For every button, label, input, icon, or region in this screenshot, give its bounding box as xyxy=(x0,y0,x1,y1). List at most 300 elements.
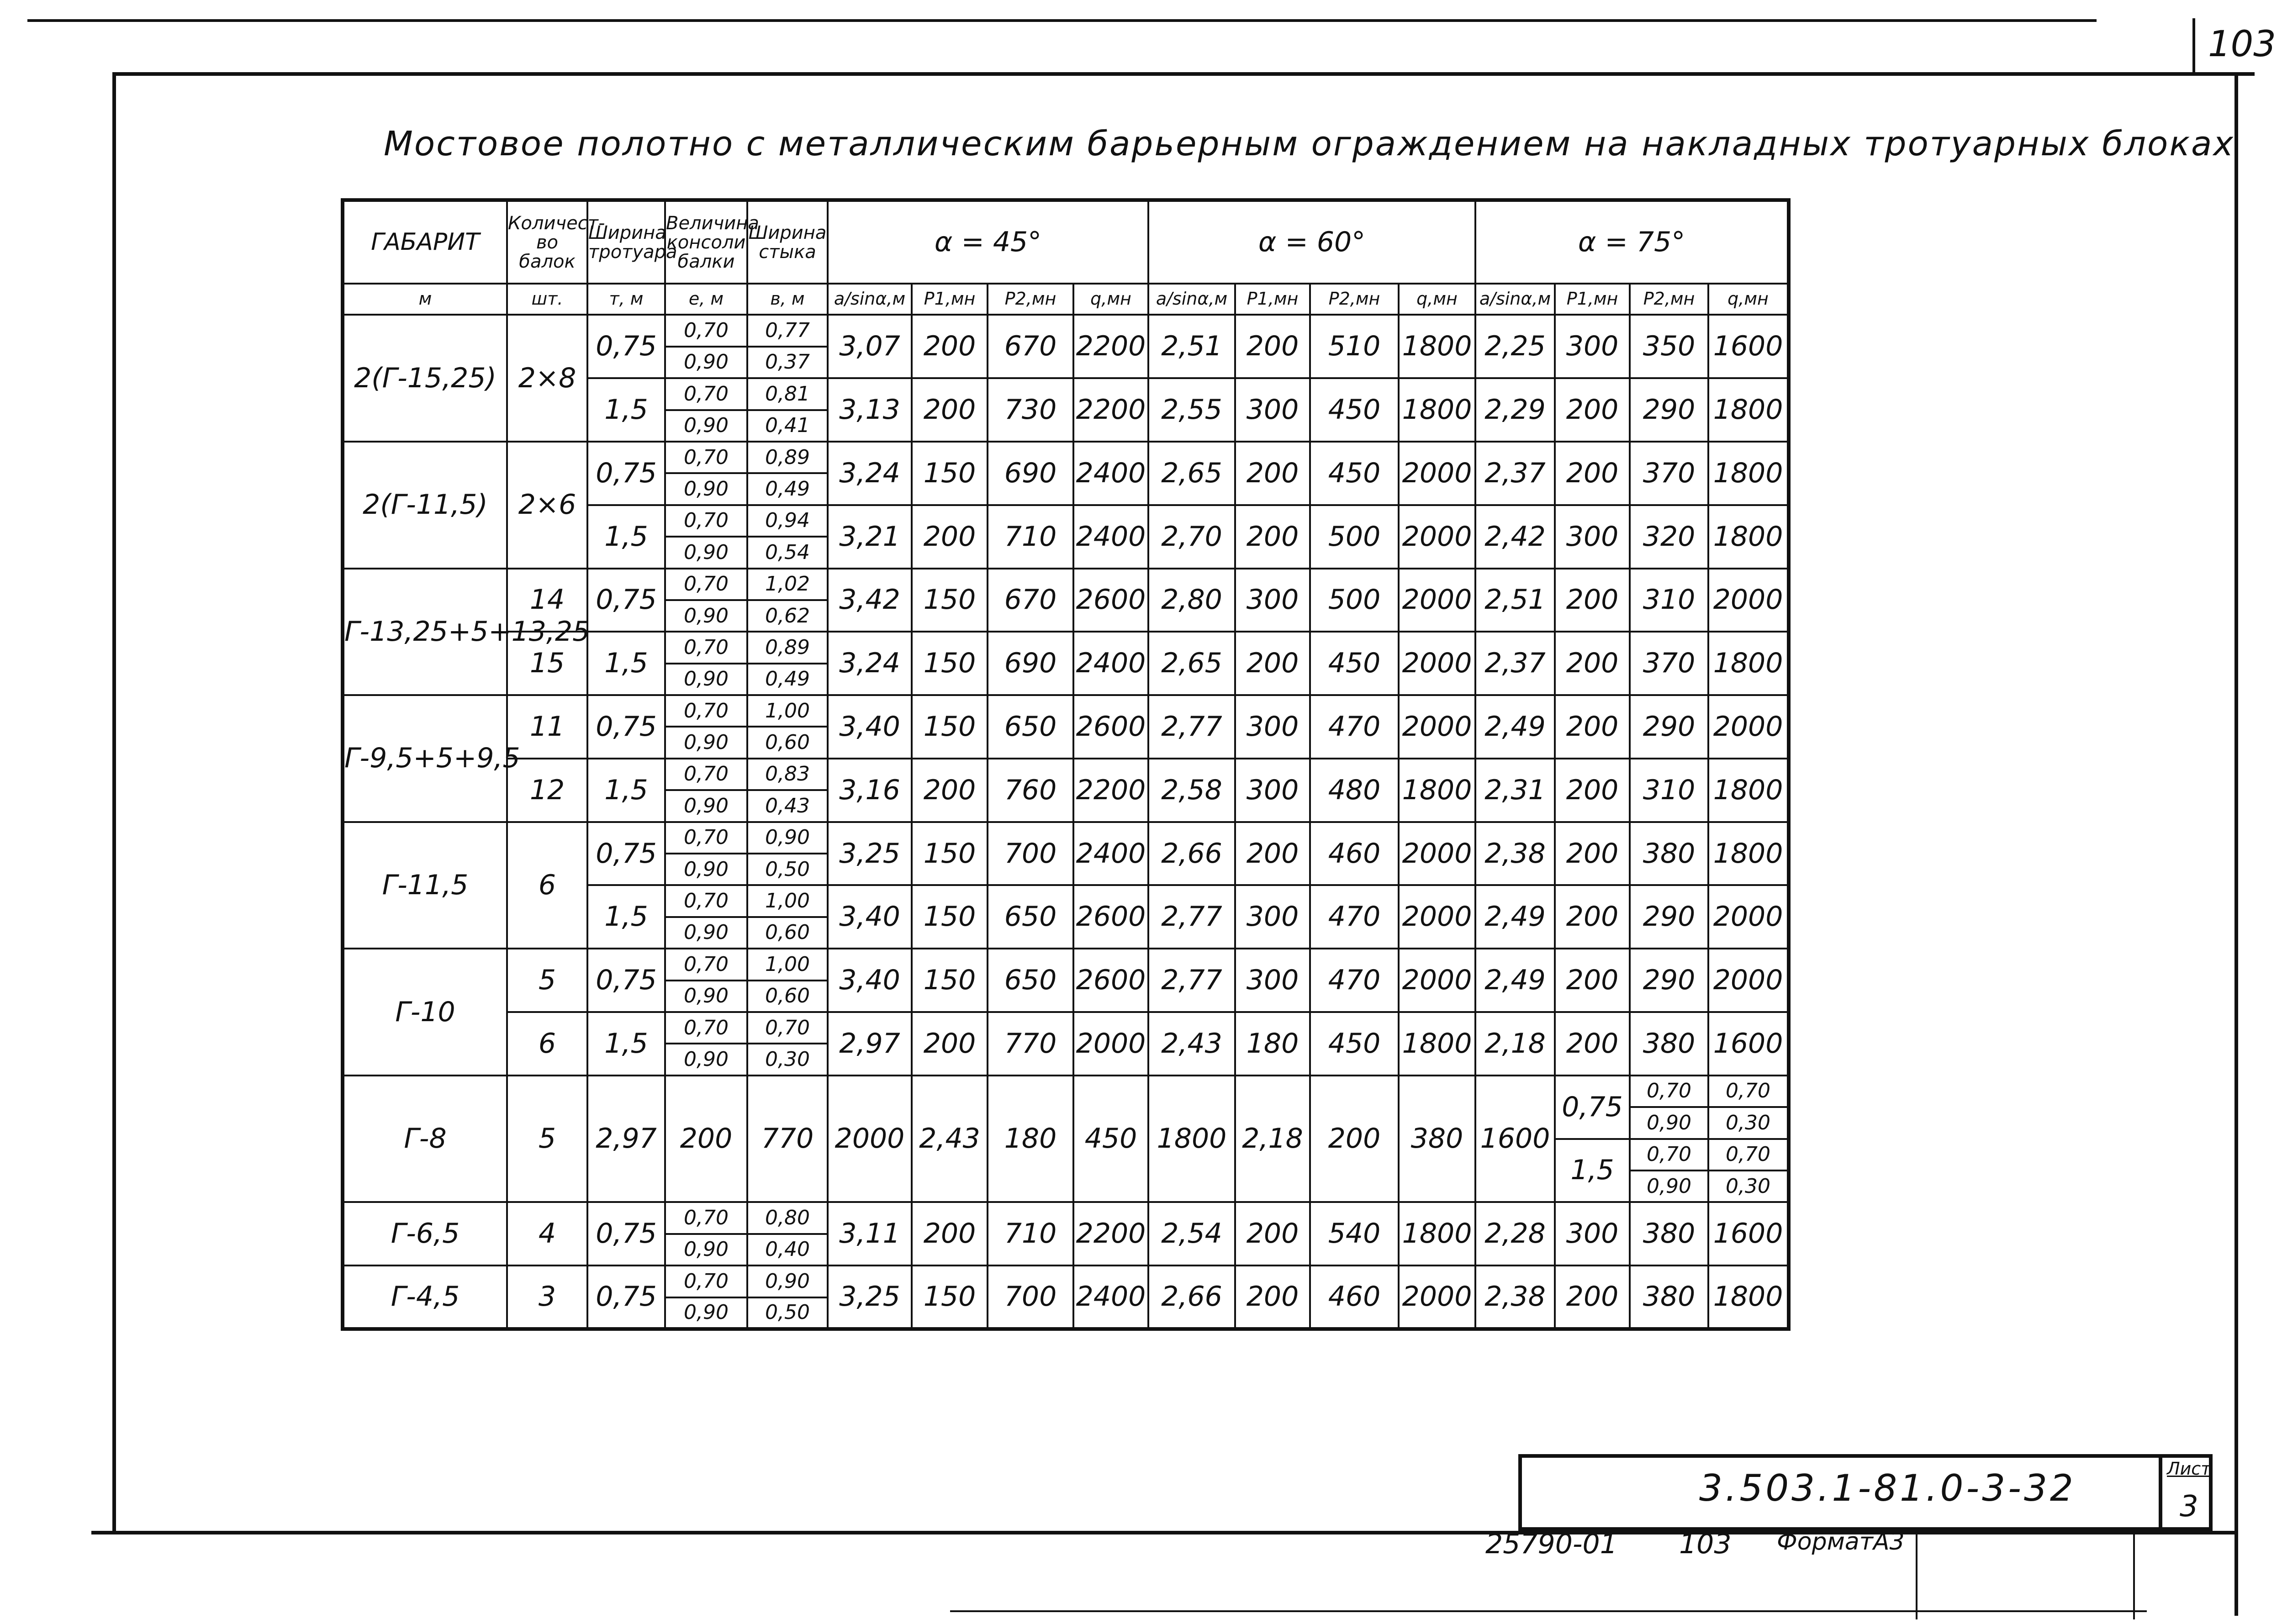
value-cell: 300 xyxy=(1555,315,1630,378)
value-cell: 2,51 xyxy=(1475,569,1555,632)
console-cell: 0,90 xyxy=(665,1297,747,1329)
unit-cell: q,мн xyxy=(1073,284,1148,315)
value-cell: 2,58 xyxy=(1148,759,1235,822)
value-cell: 370 xyxy=(1630,632,1708,695)
gabarit-cell: Г-13,25+5+13,25 xyxy=(343,569,507,696)
console-cell: 0,70 xyxy=(665,759,747,790)
value-cell: 650 xyxy=(988,695,1073,759)
value-cell: 2,18 xyxy=(1475,1012,1555,1076)
value-cell: 1600 xyxy=(1708,1012,1789,1076)
value-cell: 2600 xyxy=(1073,569,1148,632)
console-cell: 0,90 xyxy=(665,917,747,949)
sidewalk-cell: 0,75 xyxy=(587,695,665,759)
value-cell: 2,65 xyxy=(1148,632,1235,695)
value-cell: 2400 xyxy=(1073,505,1148,569)
table-row xyxy=(343,1012,1789,1044)
console-cell: 0,90 xyxy=(665,1044,747,1075)
gabarit-cell: 2(Г-15,25) xyxy=(343,315,507,442)
value-cell: 200 xyxy=(1555,1265,1630,1329)
sidewalk-cell: 0,75 xyxy=(587,949,665,1012)
value-cell: 2,80 xyxy=(1148,569,1235,632)
value-cell: 300 xyxy=(1555,505,1630,569)
unit-cell: a/sinα,м xyxy=(1148,284,1235,315)
joint-cell: 0,49 xyxy=(747,473,828,505)
value-cell: 1800 xyxy=(1708,505,1789,569)
value-cell: 2000 xyxy=(1708,949,1789,1012)
console-cell: 0,70 xyxy=(665,505,747,537)
table-row xyxy=(343,1202,1789,1234)
value-cell: 200 xyxy=(1555,949,1630,1012)
unit-cell: P2,мн xyxy=(988,284,1073,315)
value-cell: 670 xyxy=(988,315,1073,378)
value-cell: 200 xyxy=(1555,632,1630,695)
value-cell: 2,55 xyxy=(1148,378,1235,442)
console-cell: 0,90 xyxy=(1630,1107,1708,1139)
value-cell: 2600 xyxy=(1073,695,1148,759)
joint-cell: 0,81 xyxy=(747,378,828,410)
value-cell: 380 xyxy=(1630,1265,1708,1329)
joint-cell: 0,30 xyxy=(1708,1107,1789,1139)
unit-cell: е, м xyxy=(665,284,747,315)
value-cell: 2,38 xyxy=(1475,1265,1555,1329)
load-table xyxy=(341,198,1791,1331)
value-cell: 2,29 xyxy=(1475,378,1555,442)
value-cell: 2,18 xyxy=(1235,1076,1310,1202)
format-label: ФорматА3 xyxy=(1777,1528,1905,1555)
joint-cell: 0,60 xyxy=(747,981,828,1012)
value-cell: 3,40 xyxy=(828,949,912,1012)
value-cell: 180 xyxy=(1235,1012,1310,1076)
joint-cell: 0,60 xyxy=(747,727,828,758)
value-cell: 2,51 xyxy=(1148,315,1235,378)
value-cell: 2,42 xyxy=(1475,505,1555,569)
console-cell: 0,90 xyxy=(665,1234,747,1265)
joint-cell: 0,89 xyxy=(747,442,828,473)
value-cell: 150 xyxy=(912,569,988,632)
header-gabarit: ГАБАРИТ xyxy=(343,200,507,284)
footer-divider-2 xyxy=(2133,1533,2135,1619)
value-cell: 1800 xyxy=(1399,1202,1475,1265)
value-cell: 200 xyxy=(1235,822,1310,886)
page-number-box-left xyxy=(2192,18,2195,72)
value-cell: 2000 xyxy=(1399,822,1475,886)
value-cell: 1800 xyxy=(1708,1265,1789,1329)
value-cell: 460 xyxy=(1310,1265,1399,1329)
value-cell: 1800 xyxy=(1399,759,1475,822)
value-cell: 2,38 xyxy=(1475,822,1555,886)
value-cell: 540 xyxy=(1310,1202,1399,1265)
console-cell: 0,70 xyxy=(665,315,747,346)
joint-cell: 0,62 xyxy=(747,600,828,632)
count-cell: 4 xyxy=(507,1202,587,1265)
value-cell: 2,97 xyxy=(828,1012,912,1076)
value-cell: 690 xyxy=(988,632,1073,695)
value-cell: 3,16 xyxy=(828,759,912,822)
value-cell: 200 xyxy=(912,1012,988,1076)
value-cell: 300 xyxy=(1235,695,1310,759)
value-cell: 1800 xyxy=(1708,442,1789,505)
value-cell: 200 xyxy=(1235,505,1310,569)
footer-divider-1 xyxy=(1916,1533,1918,1619)
value-cell: 1800 xyxy=(1708,822,1789,886)
value-cell: 2000 xyxy=(1708,885,1789,949)
count-cell: 3 xyxy=(507,1265,587,1329)
joint-cell: 0,77 xyxy=(747,315,828,346)
value-cell: 710 xyxy=(988,505,1073,569)
value-cell: 3,25 xyxy=(828,1265,912,1329)
table-row xyxy=(343,315,1789,346)
value-cell: 2000 xyxy=(1399,505,1475,569)
unit-cell: a/sinα,м xyxy=(828,284,912,315)
value-cell: 200 xyxy=(912,378,988,442)
value-cell: 380 xyxy=(1630,822,1708,886)
joint-cell: 1,00 xyxy=(747,949,828,980)
sidewalk-cell: 0,75 xyxy=(587,569,665,632)
value-cell: 1800 xyxy=(1399,1012,1475,1076)
sidewalk-cell: 1,5 xyxy=(587,885,665,949)
console-cell: 0,70 xyxy=(665,632,747,663)
value-cell: 2200 xyxy=(1073,315,1148,378)
value-cell: 3,25 xyxy=(828,822,912,886)
value-cell: 3,07 xyxy=(828,315,912,378)
value-cell: 2,77 xyxy=(1148,695,1235,759)
value-cell: 150 xyxy=(912,1265,988,1329)
console-cell: 0,90 xyxy=(665,537,747,568)
value-cell: 1600 xyxy=(1708,1202,1789,1265)
unit-cell: т, м xyxy=(587,284,665,315)
value-cell: 1600 xyxy=(1475,1076,1555,1202)
value-cell: 320 xyxy=(1630,505,1708,569)
value-cell: 150 xyxy=(912,632,988,695)
console-cell: 0,90 xyxy=(1630,1171,1708,1202)
value-cell: 480 xyxy=(1310,759,1399,822)
value-cell: 500 xyxy=(1310,505,1399,569)
value-cell: 470 xyxy=(1310,695,1399,759)
value-cell: 200 xyxy=(1235,1265,1310,1329)
unit-cell: P1,мн xyxy=(1555,284,1630,315)
value-cell: 2200 xyxy=(1073,378,1148,442)
joint-cell: 0,89 xyxy=(747,632,828,663)
value-cell: 2000 xyxy=(1399,885,1475,949)
value-cell: 2,54 xyxy=(1148,1202,1235,1265)
table-row xyxy=(343,949,1789,980)
value-cell: 300 xyxy=(1235,885,1310,949)
value-cell: 3,24 xyxy=(828,632,912,695)
value-cell: 370 xyxy=(1630,442,1708,505)
console-cell: 0,70 xyxy=(665,1265,747,1297)
unit-cell: м xyxy=(343,284,507,315)
gabarit-cell: Г-10 xyxy=(343,949,507,1076)
gabarit-cell: Г-6,5 xyxy=(343,1202,507,1265)
sheet-label: Лист xyxy=(2167,1459,2211,1479)
sidewalk-cell: 0,75 xyxy=(1555,1076,1630,1139)
value-cell: 450 xyxy=(1310,632,1399,695)
header-row xyxy=(343,200,1789,284)
sidewalk-cell: 1,5 xyxy=(587,1012,665,1076)
value-cell: 200 xyxy=(1310,1076,1399,1202)
value-cell: 300 xyxy=(1235,569,1310,632)
page-number: 103 xyxy=(2208,24,2276,65)
joint-cell: 0,41 xyxy=(747,410,828,442)
sheet-number: 3 xyxy=(2180,1490,2198,1524)
value-cell: 380 xyxy=(1399,1076,1475,1202)
count-cell: 2×8 xyxy=(507,315,587,442)
value-cell: 200 xyxy=(1555,822,1630,886)
value-cell: 2,70 xyxy=(1148,505,1235,569)
value-cell: 2,31 xyxy=(1475,759,1555,822)
value-cell: 2600 xyxy=(1073,949,1148,1012)
value-cell: 2,37 xyxy=(1475,632,1555,695)
value-cell: 1800 xyxy=(1399,315,1475,378)
unit-cell: P1,мн xyxy=(1235,284,1310,315)
value-cell: 3,24 xyxy=(828,442,912,505)
value-cell: 1800 xyxy=(1399,378,1475,442)
value-cell: 2400 xyxy=(1073,632,1148,695)
value-cell: 2400 xyxy=(1073,1265,1148,1329)
value-cell: 670 xyxy=(988,569,1073,632)
value-cell: 2,66 xyxy=(1148,1265,1235,1329)
gabarit-cell: Г-8 xyxy=(343,1076,507,1202)
console-cell: 0,70 xyxy=(665,442,747,473)
joint-cell: 0,30 xyxy=(1708,1171,1789,1202)
value-cell: 2,49 xyxy=(1475,695,1555,759)
value-cell: 2000 xyxy=(1399,1265,1475,1329)
console-cell: 0,70 xyxy=(665,378,747,410)
sidewalk-cell: 0,75 xyxy=(587,822,665,886)
value-cell: 650 xyxy=(988,949,1073,1012)
frame-top-border xyxy=(112,72,2255,76)
joint-cell: 0,83 xyxy=(747,759,828,790)
value-cell: 200 xyxy=(1555,569,1630,632)
console-cell: 0,70 xyxy=(1630,1139,1708,1171)
table-row xyxy=(343,695,1789,727)
joint-cell: 0,54 xyxy=(747,537,828,568)
value-cell: 2,77 xyxy=(1148,885,1235,949)
value-cell: 2,97 xyxy=(587,1076,665,1202)
value-cell: 2,43 xyxy=(1148,1012,1235,1076)
sidewalk-cell: 0,75 xyxy=(587,1202,665,1265)
bottom-edge-line xyxy=(950,1610,2147,1612)
value-cell: 2,43 xyxy=(912,1076,988,1202)
joint-cell: 0,90 xyxy=(747,822,828,854)
sidewalk-cell: 1,5 xyxy=(1555,1139,1630,1202)
value-cell: 200 xyxy=(912,759,988,822)
joint-cell: 0,60 xyxy=(747,917,828,949)
console-cell: 0,90 xyxy=(665,727,747,758)
console-cell: 0,90 xyxy=(665,347,747,378)
header-alpha-75: α = 75° xyxy=(1475,200,1789,284)
value-cell: 2,37 xyxy=(1475,442,1555,505)
console-cell: 0,70 xyxy=(665,569,747,600)
joint-cell: 0,49 xyxy=(747,664,828,695)
console-cell: 0,90 xyxy=(665,600,747,632)
value-cell: 2400 xyxy=(1073,442,1148,505)
joint-cell: 0,94 xyxy=(747,505,828,537)
value-cell: 200 xyxy=(1555,759,1630,822)
value-cell: 710 xyxy=(988,1202,1073,1265)
value-cell: 450 xyxy=(1310,378,1399,442)
value-cell: 2000 xyxy=(1708,695,1789,759)
sidewalk-cell: 1,5 xyxy=(587,378,665,442)
table-row xyxy=(343,822,1789,854)
joint-cell: 0,80 xyxy=(747,1202,828,1234)
joint-cell: 0,90 xyxy=(747,1265,828,1297)
page-title: Мостовое полотно с металлическим барьерным ограждением на накладных тротуарных блоках xyxy=(384,124,2235,163)
value-cell: 200 xyxy=(912,505,988,569)
value-cell: 2200 xyxy=(1073,759,1148,822)
count-cell: 14 xyxy=(507,569,587,632)
value-cell: 310 xyxy=(1630,569,1708,632)
unit-cell: в, м xyxy=(747,284,828,315)
value-cell: 3,21 xyxy=(828,505,912,569)
count-cell: 5 xyxy=(507,949,587,1012)
value-cell: 2000 xyxy=(1073,1012,1148,1076)
value-cell: 690 xyxy=(988,442,1073,505)
value-cell: 500 xyxy=(1310,569,1399,632)
value-cell: 1800 xyxy=(1148,1076,1235,1202)
console-cell: 0,90 xyxy=(665,790,747,822)
sidewalk-cell: 0,75 xyxy=(587,1265,665,1329)
value-cell: 760 xyxy=(988,759,1073,822)
sidewalk-cell: 0,75 xyxy=(587,442,665,505)
console-cell: 0,70 xyxy=(665,822,747,854)
console-cell: 0,70 xyxy=(665,949,747,980)
header-console: Величина консоли балки xyxy=(665,200,747,284)
joint-cell: 1,00 xyxy=(747,695,828,727)
value-cell: 380 xyxy=(1630,1012,1708,1076)
unit-cell: q,мн xyxy=(1708,284,1789,315)
joint-cell: 0,50 xyxy=(747,854,828,885)
gabarit-cell: 2(Г-11,5) xyxy=(343,442,507,569)
value-cell: 2000 xyxy=(1399,695,1475,759)
unit-cell: шт. xyxy=(507,284,587,315)
value-cell: 380 xyxy=(1630,1202,1708,1265)
value-cell: 3,40 xyxy=(828,885,912,949)
value-cell: 770 xyxy=(988,1012,1073,1076)
value-cell: 2000 xyxy=(1399,442,1475,505)
table-row xyxy=(343,759,1789,790)
value-cell: 450 xyxy=(1310,442,1399,505)
value-cell: 200 xyxy=(1235,442,1310,505)
unit-cell: P2,мн xyxy=(1310,284,1399,315)
count-cell: 5 xyxy=(507,1076,587,1202)
value-cell: 450 xyxy=(1073,1076,1148,1202)
joint-cell: 0,70 xyxy=(747,1012,828,1044)
units-row xyxy=(343,284,1789,315)
value-cell: 200 xyxy=(1235,1202,1310,1265)
gabarit-cell: Г-11,5 xyxy=(343,822,507,949)
console-cell: 0,90 xyxy=(665,664,747,695)
frame-right-border xyxy=(2234,72,2238,1616)
value-cell: 200 xyxy=(912,315,988,378)
value-cell: 470 xyxy=(1310,885,1399,949)
joint-cell: 1,00 xyxy=(747,885,828,917)
console-cell: 0,70 xyxy=(665,1012,747,1044)
value-cell: 3,40 xyxy=(828,695,912,759)
value-cell: 450 xyxy=(1310,1012,1399,1076)
table-row xyxy=(343,442,1789,473)
console-cell: 0,70 xyxy=(665,695,747,727)
unit-cell: P1,мн xyxy=(912,284,988,315)
header-sidewalk: Ширина тротуара xyxy=(587,200,665,284)
value-cell: 2400 xyxy=(1073,822,1148,886)
value-cell: 2000 xyxy=(1399,949,1475,1012)
count-cell: 12 xyxy=(507,759,587,822)
value-cell: 1800 xyxy=(1708,632,1789,695)
value-cell: 300 xyxy=(1555,1202,1630,1265)
value-cell: 1600 xyxy=(1708,315,1789,378)
console-cell: 0,90 xyxy=(665,473,747,505)
value-cell: 2,28 xyxy=(1475,1202,1555,1265)
value-cell: 3,11 xyxy=(828,1202,912,1265)
value-cell: 150 xyxy=(912,695,988,759)
footer-page: 103 xyxy=(1679,1528,1732,1560)
value-cell: 2000 xyxy=(1399,632,1475,695)
value-cell: 2200 xyxy=(1073,1202,1148,1265)
value-cell: 700 xyxy=(988,1265,1073,1329)
value-cell: 1800 xyxy=(1708,378,1789,442)
value-cell: 3,42 xyxy=(828,569,912,632)
value-cell: 470 xyxy=(1310,949,1399,1012)
count-cell: 15 xyxy=(507,632,587,695)
value-cell: 730 xyxy=(988,378,1073,442)
joint-cell: 0,70 xyxy=(1708,1076,1789,1107)
joint-cell: 0,70 xyxy=(1708,1139,1789,1171)
header-alpha-45: α = 45° xyxy=(828,200,1148,284)
value-cell: 200 xyxy=(1235,632,1310,695)
value-cell: 460 xyxy=(1310,822,1399,886)
value-cell: 2,49 xyxy=(1475,949,1555,1012)
joint-cell: 1,02 xyxy=(747,569,828,600)
table-row xyxy=(343,1076,1789,1107)
gabarit-cell: Г-9,5+5+9,5 xyxy=(343,695,507,822)
value-cell: 200 xyxy=(1235,315,1310,378)
sidewalk-cell: 0,75 xyxy=(587,315,665,378)
header-alpha-60: α = 60° xyxy=(1148,200,1475,284)
unit-cell: P2,мн xyxy=(1630,284,1708,315)
value-cell: 200 xyxy=(1555,378,1630,442)
value-cell: 2,77 xyxy=(1148,949,1235,1012)
value-cell: 2000 xyxy=(828,1076,912,1202)
value-cell: 200 xyxy=(912,1202,988,1265)
inventory-number: 25790-01 xyxy=(1485,1528,1617,1560)
joint-cell: 0,37 xyxy=(747,347,828,378)
value-cell: 150 xyxy=(912,822,988,886)
value-cell: 310 xyxy=(1630,759,1708,822)
value-cell: 2000 xyxy=(1708,569,1789,632)
sidewalk-cell: 1,5 xyxy=(587,632,665,695)
count-cell: 11 xyxy=(507,695,587,759)
value-cell: 200 xyxy=(1555,1012,1630,1076)
value-cell: 2,25 xyxy=(1475,315,1555,378)
gabarit-cell: Г-4,5 xyxy=(343,1265,507,1329)
value-cell: 290 xyxy=(1630,949,1708,1012)
joint-cell: 0,40 xyxy=(747,1234,828,1265)
value-cell: 770 xyxy=(747,1076,828,1202)
value-cell: 2,65 xyxy=(1148,442,1235,505)
top-scan-line xyxy=(27,19,2097,22)
header-joint: Ширина стыка xyxy=(747,200,828,284)
value-cell: 150 xyxy=(912,949,988,1012)
value-cell: 650 xyxy=(988,885,1073,949)
table-row xyxy=(343,1265,1789,1297)
frame-left-border xyxy=(112,72,116,1534)
sidewalk-cell: 1,5 xyxy=(587,759,665,822)
value-cell: 2600 xyxy=(1073,885,1148,949)
value-cell: 290 xyxy=(1630,885,1708,949)
value-cell: 2000 xyxy=(1399,569,1475,632)
table-row xyxy=(343,569,1789,600)
